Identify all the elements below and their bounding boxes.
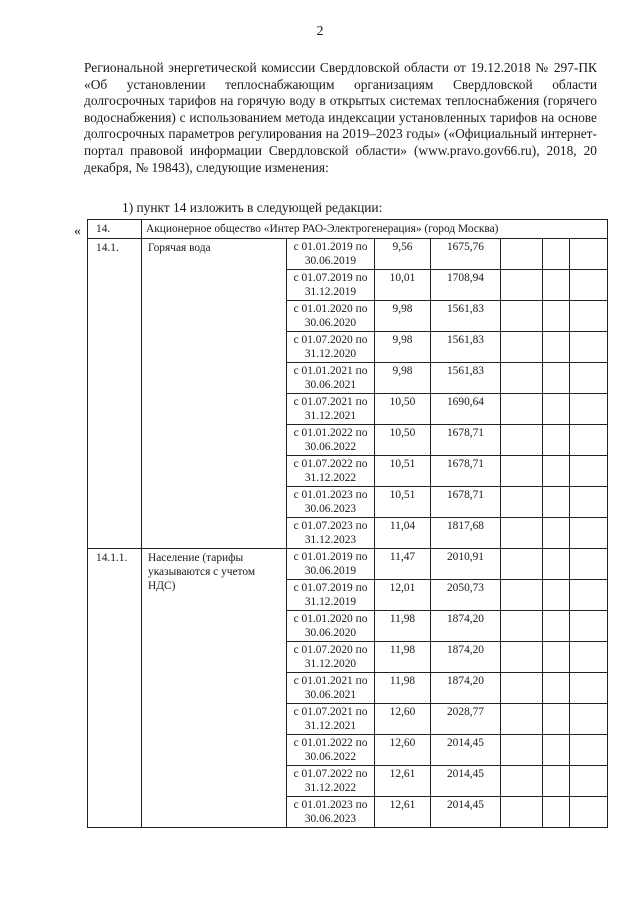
period-cell: с 01.01.2023 по 30.06.2023 — [287, 797, 375, 828]
empty-cell — [570, 270, 608, 301]
period-cell: с 01.01.2022 по 30.06.2022 — [287, 735, 375, 766]
empty-cell — [570, 332, 608, 363]
empty-cell — [501, 239, 543, 270]
value-cell-2: 1874,20 — [431, 673, 501, 704]
empty-cell — [501, 642, 543, 673]
empty-cell — [570, 797, 608, 828]
empty-cell — [570, 363, 608, 394]
period-cell: с 01.01.2022 по 30.06.2022 — [287, 425, 375, 456]
period-cell: с 01.07.2023 по 31.12.2023 — [287, 518, 375, 549]
period-cell: с 01.07.2020 по 31.12.2020 — [287, 332, 375, 363]
value-cell-1: 11,98 — [375, 642, 431, 673]
empty-cell — [570, 766, 608, 797]
value-cell-1: 12,60 — [375, 704, 431, 735]
empty-cell — [501, 673, 543, 704]
value-cell-1: 12,01 — [375, 580, 431, 611]
value-cell-2: 1817,68 — [431, 518, 501, 549]
value-cell-2: 1708,94 — [431, 270, 501, 301]
value-cell-2: 1561,83 — [431, 332, 501, 363]
period-cell: с 01.07.2019 по 31.12.2019 — [287, 270, 375, 301]
period-cell: с 01.01.2023 по 30.06.2023 — [287, 487, 375, 518]
value-cell-2: 1561,83 — [431, 363, 501, 394]
value-cell-1: 12,61 — [375, 766, 431, 797]
empty-cell — [501, 735, 543, 766]
value-cell-2: 1675,76 — [431, 239, 501, 270]
empty-cell — [501, 363, 543, 394]
empty-cell — [543, 456, 570, 487]
value-cell-1: 10,01 — [375, 270, 431, 301]
empty-cell — [501, 549, 543, 580]
empty-cell — [570, 580, 608, 611]
period-cell: с 01.07.2019 по 31.12.2019 — [287, 580, 375, 611]
page-number: 2 — [316, 24, 324, 39]
group-label: Горячая вода — [142, 239, 287, 549]
period-cell: с 01.07.2022 по 31.12.2022 — [287, 766, 375, 797]
item-instruction: 1) пункт 14 изложить в следующей редакции: — [122, 200, 383, 215]
value-cell-1: 11,98 — [375, 611, 431, 642]
value-cell-2: 1874,20 — [431, 611, 501, 642]
empty-cell — [543, 332, 570, 363]
value-cell-2: 1874,20 — [431, 642, 501, 673]
empty-cell — [543, 394, 570, 425]
period-cell: с 01.01.2019 по 30.06.2019 — [287, 239, 375, 270]
table-row — [88, 239, 608, 270]
empty-cell — [543, 673, 570, 704]
value-cell-1: 9,98 — [375, 363, 431, 394]
table-row — [88, 549, 608, 580]
period-cell: с 01.07.2021 по 31.12.2021 — [287, 704, 375, 735]
empty-cell — [543, 239, 570, 270]
value-cell-1: 9,56 — [375, 239, 431, 270]
value-cell-1: 11,98 — [375, 673, 431, 704]
empty-cell — [570, 425, 608, 456]
empty-cell — [501, 301, 543, 332]
empty-cell — [570, 735, 608, 766]
empty-cell — [543, 363, 570, 394]
intro-paragraph: Региональной энергетической комиссии Свердловской области от 19.12.2018 № 297-ПК «Об установлении теплоснабжающим организациям Свердловской области долгосрочных тарифов на горячую воду в открытых системах теплоснабжения (горячего водоснабжения) с использованием метода индексации установленных тарифов на основе долгосрочных параметров регулирования на 2019–2023 годы» («Официальный интернет-портал правовой информации Свердловской области» (www.pravo.gov66.ru), 2018, 20 декабря, № 19843), следующие изменения: — [84, 60, 597, 175]
empty-cell — [501, 270, 543, 301]
empty-cell — [570, 673, 608, 704]
empty-cell — [501, 456, 543, 487]
empty-cell — [543, 518, 570, 549]
header-code: 14. — [88, 220, 142, 239]
value-cell-2: 2014,45 — [431, 766, 501, 797]
empty-cell — [501, 394, 543, 425]
empty-cell — [570, 301, 608, 332]
header-organization: Акционерное общество «Интер РАО-Электрогенерация» (город Москва) — [142, 220, 608, 239]
empty-cell — [543, 301, 570, 332]
empty-cell — [501, 425, 543, 456]
empty-cell — [543, 797, 570, 828]
group-label: Население (тарифы указываются с учетом НДС) — [142, 549, 287, 828]
empty-cell — [543, 735, 570, 766]
empty-cell — [543, 766, 570, 797]
table-header-row — [88, 220, 608, 239]
value-cell-1: 10,51 — [375, 456, 431, 487]
period-cell: с 01.01.2021 по 30.06.2021 — [287, 363, 375, 394]
empty-cell — [543, 549, 570, 580]
group-code: 14.1.1. — [88, 549, 142, 828]
value-cell-2: 1678,71 — [431, 456, 501, 487]
empty-cell — [570, 487, 608, 518]
value-cell-2: 2010,91 — [431, 549, 501, 580]
value-cell-1: 12,61 — [375, 797, 431, 828]
value-cell-1: 11,04 — [375, 518, 431, 549]
value-cell-2: 2028,77 — [431, 704, 501, 735]
period-cell: с 01.01.2020 по 30.06.2020 — [287, 611, 375, 642]
empty-cell — [570, 704, 608, 735]
value-cell-2: 1678,71 — [431, 425, 501, 456]
empty-cell — [570, 642, 608, 673]
empty-cell — [501, 611, 543, 642]
period-cell: с 01.01.2021 по 30.06.2021 — [287, 673, 375, 704]
opening-quote: « — [74, 224, 81, 239]
value-cell-2: 1690,64 — [431, 394, 501, 425]
period-cell: с 01.07.2020 по 31.12.2020 — [287, 642, 375, 673]
value-cell-1: 9,98 — [375, 301, 431, 332]
empty-cell — [501, 332, 543, 363]
period-cell: с 01.01.2019 по 30.06.2019 — [287, 549, 375, 580]
empty-cell — [501, 797, 543, 828]
value-cell-1: 10,51 — [375, 487, 431, 518]
value-cell-2: 1561,83 — [431, 301, 501, 332]
empty-cell — [570, 611, 608, 642]
value-cell-1: 12,60 — [375, 735, 431, 766]
empty-cell — [501, 704, 543, 735]
empty-cell — [543, 642, 570, 673]
value-cell-2: 1678,71 — [431, 487, 501, 518]
empty-cell — [570, 549, 608, 580]
tariff-table — [87, 219, 608, 828]
value-cell-1: 11,47 — [375, 549, 431, 580]
empty-cell — [501, 518, 543, 549]
empty-cell — [543, 611, 570, 642]
empty-cell — [543, 487, 570, 518]
value-cell-2: 2050,73 — [431, 580, 501, 611]
empty-cell — [543, 270, 570, 301]
empty-cell — [570, 456, 608, 487]
empty-cell — [570, 518, 608, 549]
value-cell-2: 2014,45 — [431, 735, 501, 766]
empty-cell — [501, 487, 543, 518]
empty-cell — [543, 425, 570, 456]
value-cell-1: 10,50 — [375, 394, 431, 425]
empty-cell — [543, 704, 570, 735]
empty-cell — [570, 394, 608, 425]
empty-cell — [570, 239, 608, 270]
period-cell: с 01.07.2022 по 31.12.2022 — [287, 456, 375, 487]
empty-cell — [501, 766, 543, 797]
empty-cell — [543, 580, 570, 611]
empty-cell — [501, 580, 543, 611]
value-cell-1: 9,98 — [375, 332, 431, 363]
period-cell: с 01.01.2020 по 30.06.2020 — [287, 301, 375, 332]
group-code: 14.1. — [88, 239, 142, 549]
value-cell-1: 10,50 — [375, 425, 431, 456]
value-cell-2: 2014,45 — [431, 797, 501, 828]
period-cell: с 01.07.2021 по 31.12.2021 — [287, 394, 375, 425]
